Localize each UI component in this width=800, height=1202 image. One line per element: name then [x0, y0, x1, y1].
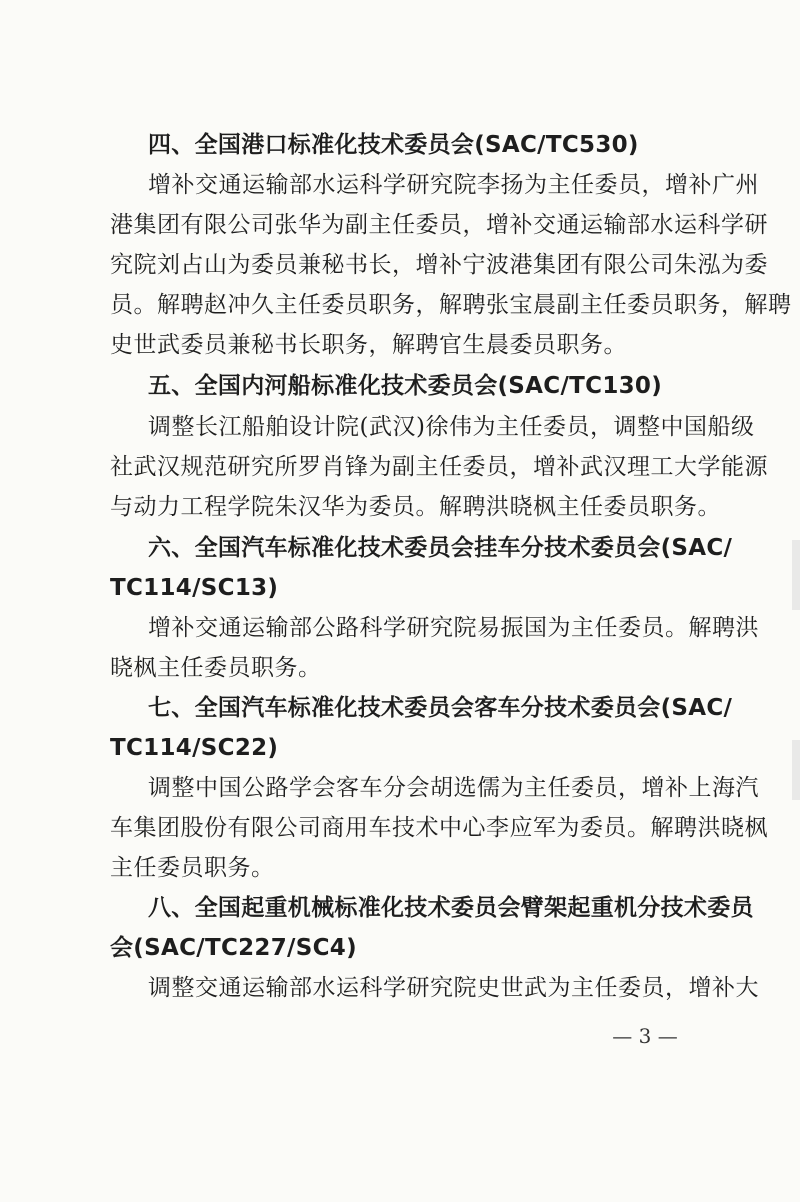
body-line: 车集团股份有限公司商用车技术中心李应军为委员。解聘洪晓枫: [110, 815, 768, 841]
section-4-heading: [110, 125, 710, 165]
body-line: 增补交通运输部公路科学研究院易振国为主任委员。解聘洪: [148, 615, 759, 641]
body-line: 晓枫主任委员职务。: [110, 655, 322, 681]
body-line: 港集团有限公司张华为副主任委员，增补交通运输部水运科学研: [110, 212, 768, 238]
section-8-heading: [110, 888, 754, 968]
body-line: 社武汉规范研究所罗肖锋为副主任委员，增补武汉理工大学能源: [110, 454, 768, 480]
section-4-body: [110, 165, 792, 365]
body-line: 员。解聘赵冲久主任委员职务，解聘张宝晨副主任委员职务，解聘: [110, 292, 792, 318]
body-line: 与动力工程学院朱汉华为委员。解聘洪晓枫主任委员职务。: [110, 494, 721, 520]
section-6-body: [110, 608, 759, 688]
section-6-heading: [110, 528, 733, 608]
body-line: 主任委员职务。: [110, 855, 275, 881]
body-line: 究院刘占山为委员兼秘书长，增补宁波港集团有限公司朱泓为委: [110, 252, 768, 278]
heading-line: 八、全国起重机械标准化技术委员会臂架起重机分技术委员: [148, 895, 754, 921]
page-number: — 3 —: [612, 1024, 678, 1048]
body-line: 调整长江船舶设计院(武汉)徐伟为主任委员，调整中国船级: [148, 414, 755, 440]
section-7-heading: [110, 688, 733, 768]
scan-edge-mark: [792, 540, 800, 610]
section-5-body: [110, 407, 768, 527]
heading-line: 五、全国内河船标准化技术委员会(SAC/TC130): [148, 373, 663, 399]
heading-line: 六、全国汽车标准化技术委员会挂车分技术委员会(SAC/: [148, 535, 733, 561]
heading-line: TC114/SC13): [110, 575, 279, 601]
body-line: 调整交通运输部水运科学研究院史世武为主任委员，增补大: [148, 975, 759, 1001]
body-line: 史世武委员兼秘书长职务，解聘官生晨委员职务。: [110, 332, 627, 358]
body-line: 增补交通运输部水运科学研究院李扬为主任委员，增补广州: [148, 172, 759, 198]
heading-line: 四、全国港口标准化技术委员会(SAC/TC530): [148, 132, 639, 158]
heading-line: 七、全国汽车标准化技术委员会客车分技术委员会(SAC/: [148, 695, 733, 721]
section-7-body: [110, 768, 768, 888]
section-5-heading: [110, 366, 710, 406]
heading-line: TC114/SC22): [110, 735, 279, 761]
heading-line: 会(SAC/TC227/SC4): [110, 935, 357, 961]
section-8-body: [110, 968, 759, 1008]
body-line: 调整中国公路学会客车分会胡选儒为主任委员，增补上海汽: [148, 775, 759, 801]
scan-edge-mark: [792, 740, 800, 800]
